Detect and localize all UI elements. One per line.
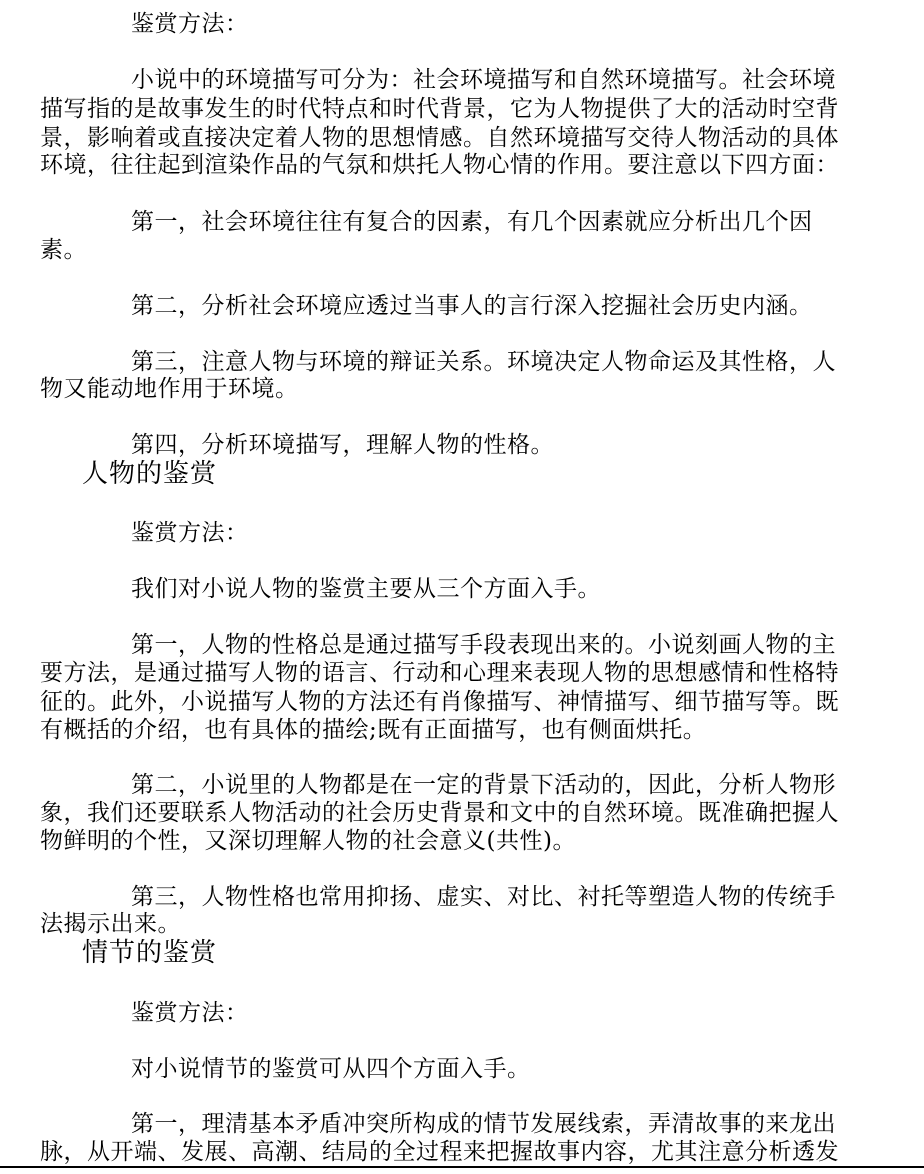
page-bottom-rule (0, 1166, 924, 1168)
paragraph-line: 我们对小说人物的鉴赏主要从三个方面入手。 (131, 576, 601, 602)
paragraph-line: 第一，人物的性格总是通过描写手段表现出来的。小说刻画人物的主 (131, 632, 836, 658)
paragraph-line: 小说中的环境描写可分为：社会环境描写和自然环境描写。社会环境 (131, 67, 836, 93)
paragraph-line: 脉，从开端、发展、高潮、结局的全过程来把握故事内容，尤其注意分析透发 (40, 1139, 839, 1165)
paragraph-line: 第三，注意人物与环境的辩证关系。环境决定人物命运及其性格，人 (131, 349, 836, 375)
method-label: 鉴赏方法： (131, 520, 249, 546)
paragraph-line: 象，我们还要联系人物活动的社会历史背景和文中的自然环境。既准确把握人 (40, 800, 839, 826)
paragraph-line: 描写指的是故事发生的时代特点和时代背景，它为人物提供了大的活动时空背 (40, 96, 839, 122)
paragraph-line: 第二，小说里的人物都是在一定的背景下活动的，因此，分析人物形 (131, 772, 836, 798)
paragraph-line: 第一，理清基本矛盾冲突所构成的情节发展线索，弄清故事的来龙出 (131, 1111, 836, 1137)
paragraph-line: 物又能动地作用于环境。 (40, 376, 299, 402)
paragraph-line: 有概括的介绍，也有具体的描绘;既有正面描写，也有侧面烘托。 (40, 717, 707, 743)
method-label: 鉴赏方法： (131, 1000, 249, 1026)
paragraph-line: 第一，社会环境往往有复合的因素，有几个因素就应分析出几个因 (131, 209, 813, 235)
section-heading: 情节的鉴赏 (82, 938, 218, 968)
paragraph-line: 第二，分析社会环境应透过当事人的言行深入挖掘社会历史内涵。 (131, 293, 813, 319)
method-label: 鉴赏方法： (131, 11, 249, 37)
paragraph-line: 第四，分析环境描写，理解人物的性格。 (131, 432, 554, 458)
paragraph-line: 法揭示出来。 (40, 911, 181, 937)
paragraph-line: 素。 (40, 237, 87, 263)
paragraph-line: 对小说情节的鉴赏可从四个方面入手。 (131, 1056, 531, 1082)
paragraph-line: 物鲜明的个性，又深切理解人物的社会意义(共性)。 (40, 828, 576, 854)
section-heading: 人物的鉴赏 (82, 459, 218, 489)
paragraph-line: 景，影响着或直接决定着人物的思想情感。自然环境描写交待人物活动的具体 (40, 125, 839, 151)
paragraph-line: 要方法，是通过描写人物的语言、行动和心理来表现人物的思想感情和性格特 (40, 660, 839, 686)
paragraph-line: 环境，往往起到渲染作品的气氛和烘托人物心情的作用。要注意以下四方面： (40, 152, 839, 178)
paragraph-line: 第三，人物性格也常用抑扬、虚实、对比、衬托等塑造人物的传统手 (131, 884, 836, 910)
paragraph-line: 征的。此外，小说描写人物的方法还有肖像描写、神情描写、细节描写等。既 (40, 689, 839, 715)
